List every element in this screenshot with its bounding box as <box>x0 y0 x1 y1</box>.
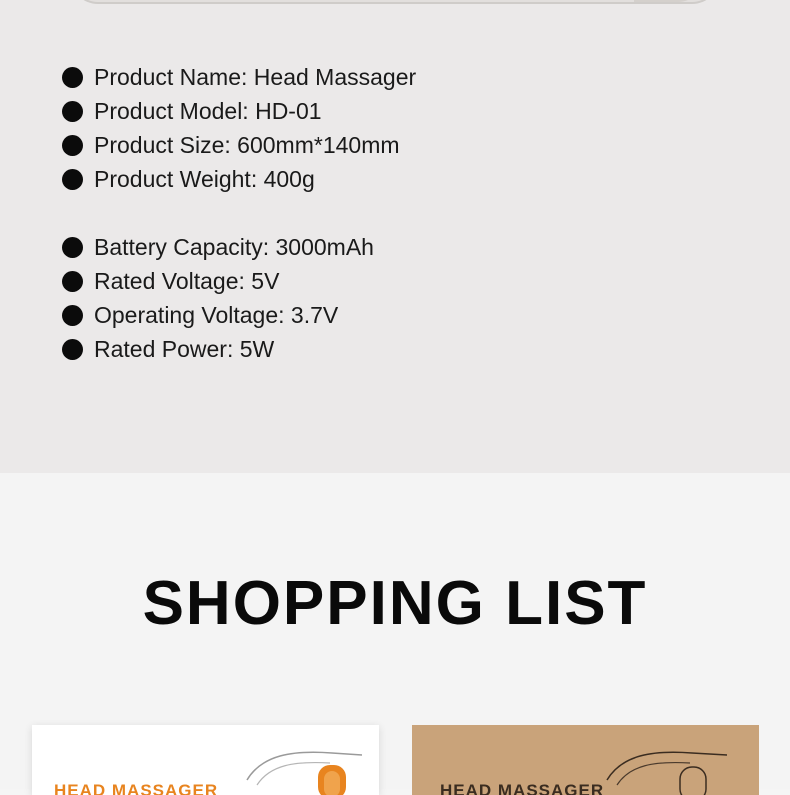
spec-text: Rated Voltage: 5V <box>94 267 280 294</box>
spec-text: Operating Voltage: 3.7V <box>94 301 339 328</box>
spec-item <box>62 94 416 128</box>
spec-item <box>62 332 416 366</box>
bullet-icon <box>62 101 83 122</box>
bullet-icon <box>62 237 83 258</box>
bullet-icon <box>62 271 83 292</box>
spec-text: Product Weight: 400g <box>94 165 315 192</box>
shopping-list-title: SHOPPING LIST <box>142 569 648 638</box>
spec-item <box>62 128 416 162</box>
box-brand-label: HEAD MASSAGER <box>440 781 605 795</box>
spec-item <box>62 162 416 196</box>
bullet-icon <box>62 67 83 88</box>
bullet-icon <box>62 305 83 326</box>
bullet-icon <box>62 169 83 190</box>
product-knob <box>634 0 704 2</box>
bullet-icon <box>62 135 83 156</box>
bullet-icon <box>62 339 83 360</box>
spec-text: Product Model: HD-01 <box>94 97 322 124</box>
white-box-image <box>32 725 379 795</box>
spec-spacer <box>62 196 416 230</box>
spec-item <box>62 60 416 94</box>
spec-text: Product Size: 600mm*140mm <box>94 131 400 158</box>
box-brand-label: HEAD MASSAGER <box>54 781 219 795</box>
spec-item <box>62 230 416 264</box>
spec-text: Product Name: Head Massager <box>94 63 417 90</box>
spec-item <box>62 298 416 332</box>
spec-list <box>62 60 416 366</box>
spec-text: Rated Power: 5W <box>94 335 275 362</box>
spec-item <box>62 264 416 298</box>
kraft-box-image <box>412 725 759 795</box>
spec-text: Battery Capacity: 3000mAh <box>94 233 374 260</box>
product-image-edge <box>70 0 720 4</box>
